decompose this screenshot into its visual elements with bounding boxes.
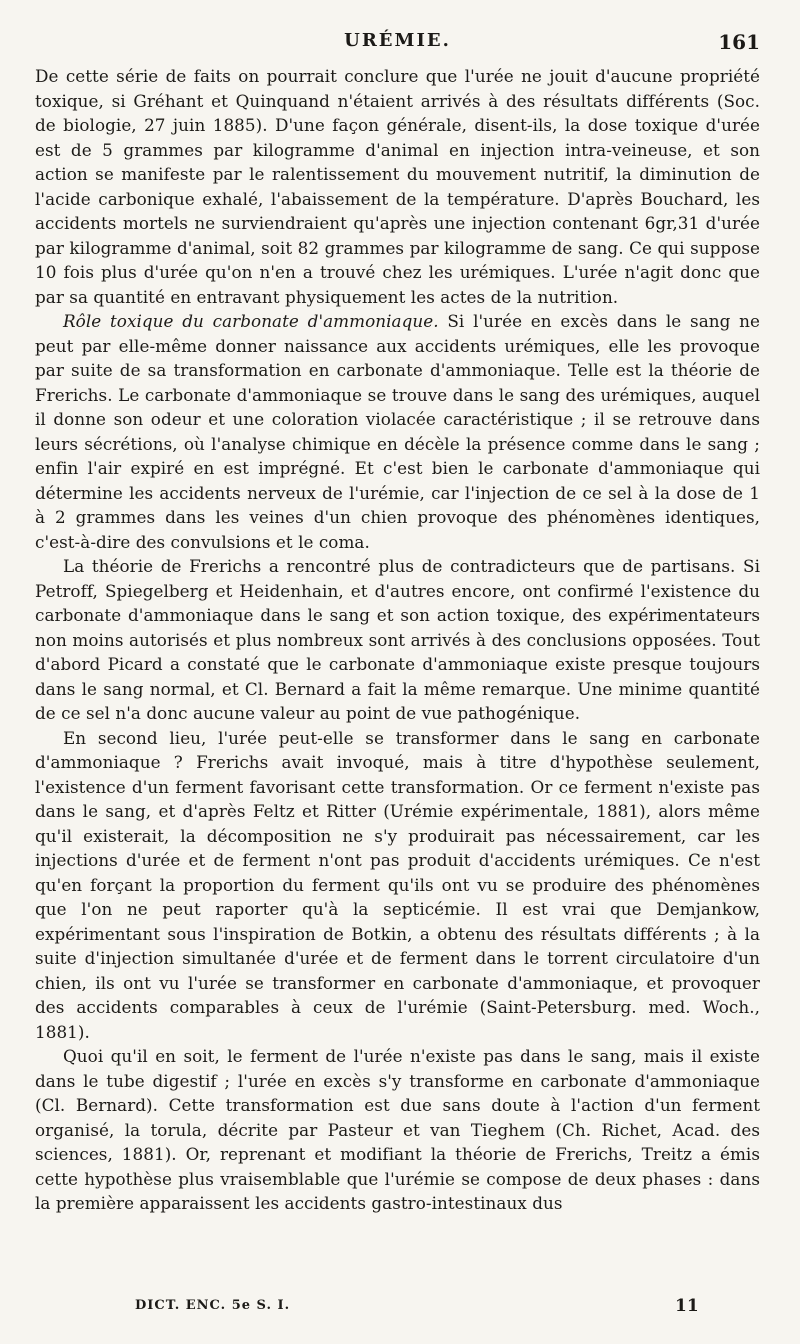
paragraph-4 [35,726,760,1045]
running-title: URÉMIE. [344,30,451,51]
section-heading: Rôle toxique du carbonate d'ammoniaque. [63,311,439,331]
paragraph-1 [35,64,760,309]
sheet-number: 11 [675,1296,699,1316]
page-number: 161 [718,30,760,54]
running-header [35,30,760,58]
signature-mark: DICT. ENC. 5e S. I. [135,1298,291,1313]
paragraph-5-text: Quoi qu'il en soit, le ferment de l'urée n'existe pas dans le sang, mais il existe dans le tube digestif ; l'urée en excès s'y transforme en carbonate d'ammoniaque (Cl. Bernard). Cette transformation est due sans doute à l'action d'un ferment organisé, la torula, décrite par Pasteur et van Tieghem (Ch. Richet, Acad. des sciences, 1881). Or, reprenant et modifiant la théorie de Frerichs, Treitz a émis cette hypothèse plus vraisemblable que l'urémie se compose de deux phases : dans la première apparaissent les accidents gastro-intestinaux dus [35,1046,760,1213]
paragraph-4-text: En second lieu, l'urée peut-elle se transformer dans le sang en carbonate d'ammoniaque ? Frerichs avait invoqué, mais à titre d'hypothèse seulement, l'existence d'un ferment favorisant cette transformation. Or ce ferment n'existe pas dans le sang, et d'après Feltz et Ritter (Urémie expérimentale, 1881), alors même qu'il existerait, la décomposition ne s'y produirait pas nécessairement, car les injections d'urée et de ferment n'ont pas produit d'accidents urémiques. Ce n'est qu'en forçant la proportion du ferment qu'ils ont vu se produire des phénomènes que l'on ne peut raporter qu'à la septicémie. Il est vrai que Demjankow, expérimentant sous l'inspiration de Botkin, a obtenu des résultats différents ; à la suite d'injection simultanée d'urée et de ferment dans le torrent circulatoire d'un chien, ils ont vu l'urée se transformer en carbonate d'ammoniaque, et provoquer des accidents comparables à ceux de l'urémie (Saint-Petersburg. med. Woch., 1881). [35,727,760,1042]
page-footer [35,1296,760,1320]
paragraph-3-text: La théorie de Frerichs a rencontré plus de contradicteurs que de partisans. Si Petroff, Spiegelberg et Heidenhain, et d'autres encore, ont confirmé l'existence du carbonate d'ammoniaque dans le sang et son action toxique, des expérimentateurs non moins autorisés et plus nombreux sont arrivés à des conclusions opposées. Tout d'abord Picard a constaté que le carbonate d'ammoniaque existe presque toujours dans le sang normal, et Cl. Bernard a fait la même remarque. Une minime quantité de ce sel n'a donc aucune valeur au point de vue pathogénique. [35,556,760,723]
paragraph-1-text: De cette série de faits on pourrait conclure que l'urée ne jouit d'aucune propriété toxique, si Gréhant et Quinquand n'étaient arrivés à des résultats différents (Soc. de biologie, 27 juin 1885). D'une façon générale, disent-ils, la dose toxique d'urée est de 5 grammes par kilogramme d'animal en injection intra-veineuse, et son action se manifeste par le ralentissement du mouvement nutritif, la diminution de l'acide carbonique exhalé, l'abaissement de la température. D'après Bouchard, les accidents mortels ne surviendraient qu'après une injection contenant 6gr,31 d'urée par kilogramme d'animal, soit 82 grammes par kilogramme de sang. Ce qui suppose 10 fois plus d'urée qu'on n'en a trouvé chez les urémiques. L'urée n'agit donc que par sa quantité en entravant physiquement les actes de la nutrition. [35,66,760,307]
paragraph-2-text: Si l'urée en excès dans le sang ne peut par elle-même donner naissance aux accidents urémiques, elle les provoque par suite de sa transformation en carbonate d'ammoniaque. Telle est la théorie de Frerichs. Le carbonate d'ammoniaque se trouve dans le sang des urémiques, auquel il donne son odeur et une coloration violacée caractéristique ; il se retrouve dans leurs sécrétions, où l'analyse chimique en décèle la présence comme dans le sang ; enfin l'air expiré en est imprégné. Et c'est bien le carbonate d'ammoniaque qui détermine les accidents nerveux de l'urémie, car l'injection de ce sel à la dose de 1 à 2 grammes dans les veines d'un chien provoque des phénomènes identiques, c'est-à-dire des convulsions et le coma. [35,311,761,552]
paragraph-5 [35,1044,760,1216]
paragraph-2 [35,309,760,554]
body-text [35,64,760,1216]
paragraph-3 [35,554,760,726]
